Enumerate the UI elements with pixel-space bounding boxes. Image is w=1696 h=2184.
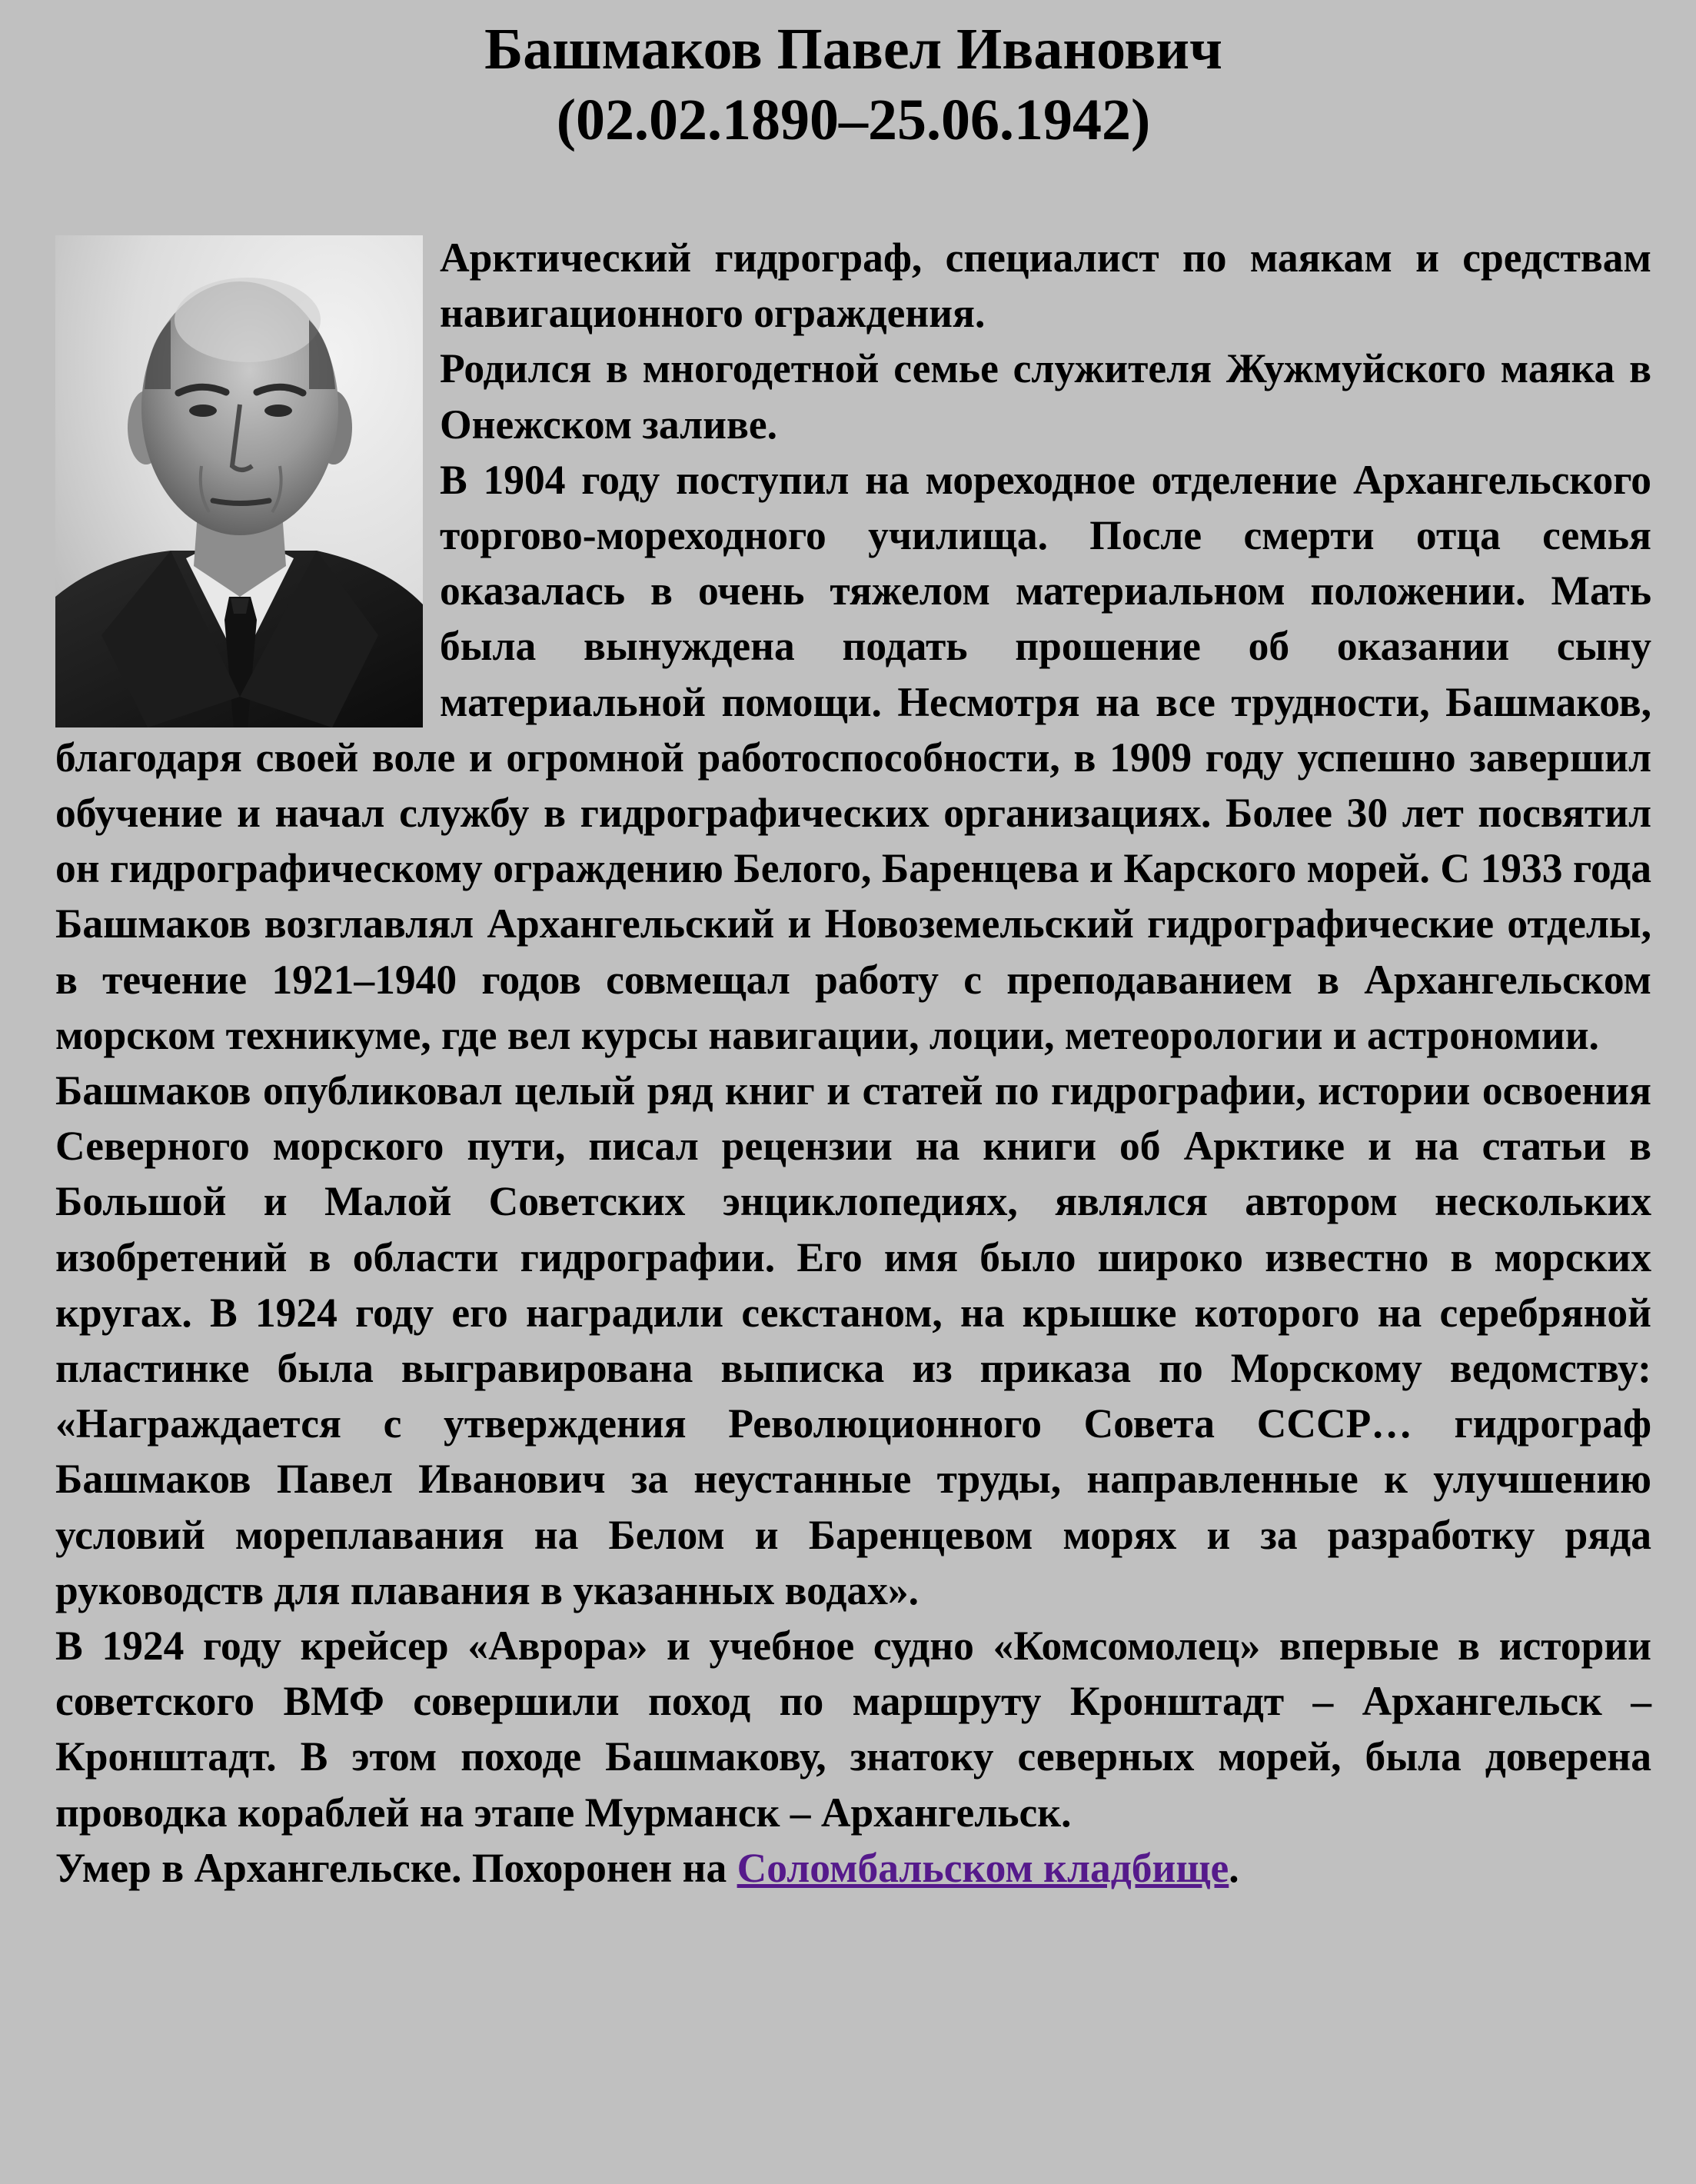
paragraph-career: В 1904 году поступил на мореходное отделение Архангельского торгово-мореходного училища. После смерти отца семья оказалась в очень тяжелом материальном положении. Мать была вынуждена подать прошение об оказании сыну материальной помощи. Несмотря на все трудности, Башмаков, благодаря своей воле и огромной работоспособности, в 1909 году успешно завершил обучение и начал службу в гидрографических организациях. Более 30 лет посвятил он гидрографическому ограждению Белого, Баренцева и Карского морей. С 1933 года Башмаков возглавлял Архангельский и Новоземельский гидрографические отделы, в течение 1921–1940 годов совмещал работу с преподаванием в Архангельском морском техникуме, где вел курсы навигации, лоции, метеорологии и астрономии. xyxy=(55,456,1651,1058)
biography-text xyxy=(55,230,1651,1896)
portrait-photo xyxy=(55,235,423,727)
paragraph-intro: Арктический гидрограф, специалист по маякам и средствам навигационного ограждения. xyxy=(440,235,1651,337)
paragraph-publications: Башмаков опубликовал целый ряд книг и статей по гидрографии, истории освоения Северного морского пути, писал рецензии на книги об Арктике и на статьи в Большой и Малой Советских энциклопедиях, являлся автором нескольких изобретений в области гидрографии. Его имя было широко известно в морских кругах. В 1924 году его наградили секстаном, на крышке которого на серебряной пластинке была выгравирована выписка из приказа по Морскому ведомству: «Награждается с утверждения Революционного Совета СССР… гидрограф Башмаков Павел Иванович за неустанные труды, направленные к улучшению условий мореплавания на Белом и Баренцевом морях и за разработку ряда руководств для плавания в указанных водах». xyxy=(55,1067,1651,1613)
death-text: Умер в Архангельске. Похоронен на xyxy=(55,1844,737,1891)
page-title xyxy=(55,14,1651,155)
article xyxy=(55,14,1651,1896)
paragraph-aurora-voyage: В 1924 году крейсер «Аврора» и учебное судно «Комсомолец» впервые в истории советского ВМФ совершили поход по маршруту Кронштадт – Архангельск – Кронштадт. В этом походе Башмакову, знатоку северных морей, была доверена проводка кораблей на этапе Мурманск – Архангельск. xyxy=(55,1623,1651,1836)
cemetery-link[interactable]: Соломбальском кладбище xyxy=(737,1844,1229,1891)
paragraph-birth: Родился в многодетной семье служителя Жужмуйского маяка в Онежском заливе. xyxy=(440,345,1651,448)
paragraph-death xyxy=(55,1840,1651,1896)
person-name: Башмаков Павел Иванович xyxy=(484,17,1222,82)
life-dates: (02.02.1890–25.06.1942) xyxy=(556,88,1151,152)
death-text-end: . xyxy=(1229,1844,1239,1891)
